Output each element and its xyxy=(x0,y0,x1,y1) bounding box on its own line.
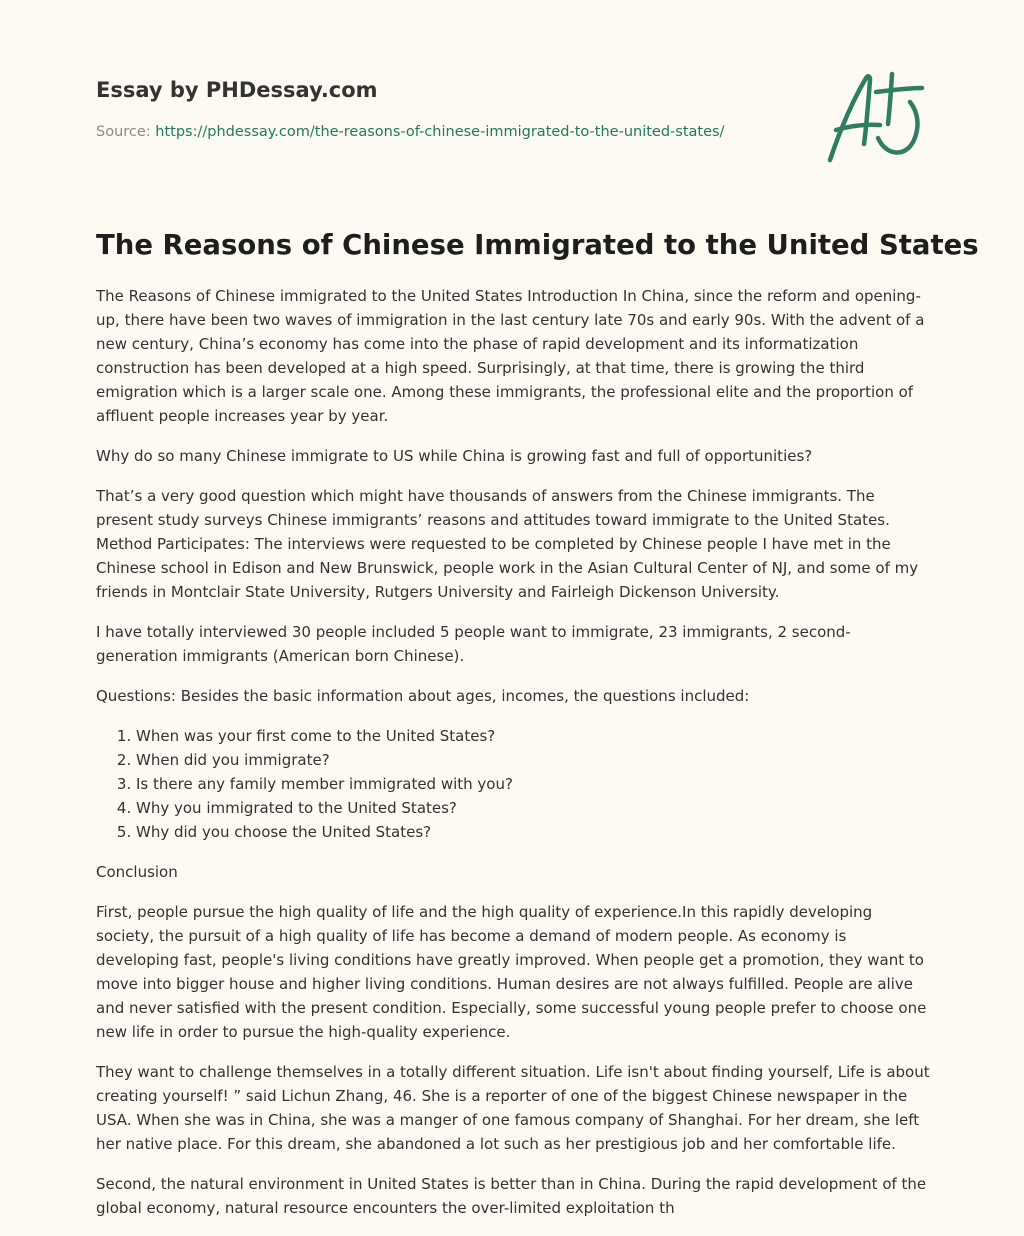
section-heading-conclusion: Conclusion xyxy=(96,863,178,881)
list-item: 3. Is there any family member immigrated with you? xyxy=(136,772,932,796)
source-link[interactable]: https://phdessay.com/the-reasons-of-chinese-immigrated-to-the-united-states/ xyxy=(155,124,725,140)
list-item: 4. Why you immigrated to the United States? xyxy=(136,796,932,820)
essay-header xyxy=(96,76,796,142)
paragraph-question: Why do so many Chinese immigrate to US while China is growing fast and full of opportunities? xyxy=(96,447,813,465)
source-label: Source: xyxy=(96,124,156,140)
list-item: 1. When was your first come to the United States? xyxy=(136,724,932,748)
paragraph-quote: They want to challenge themselves in a totally different situation. Life isn't about finding yourself, Life is about creating yourself! ” said Lichun Zhang, 46. She is a reporter of one of the biggest Chinese newspaper in the USA. When she was in China, she was a manger of one famous company of Shanghai. For her dream, she left her native place. For this dream, she abandoned a lot such as her prestigious job and her comfortable life. xyxy=(96,1063,930,1153)
a-plus-grade-icon xyxy=(822,68,932,168)
essay-title: The Reasons of Chinese Immigrated to the United States xyxy=(96,229,979,261)
list-item: 2. When did you immigrate? xyxy=(136,748,932,772)
paragraph-conclusion-second: Second, the natural environment in United States is better than in China. During the rapid development of the global economy, natural resource encounters the over-limited exploitation th xyxy=(96,1175,927,1217)
essay-body xyxy=(96,284,932,1236)
paragraph-interview-count: I have totally interviewed 30 people included 5 people want to immigrate, 23 immigrants, 2 second-generation immigrants (American born Chinese). xyxy=(96,623,851,665)
list-item: 5. Why did you choose the United States? xyxy=(136,820,932,844)
brand-name: Essay by PHDessay.com xyxy=(96,78,378,102)
paragraph-questions-intro: Questions: Besides the basic information about ages, incomes, the questions included: xyxy=(96,687,750,705)
source-line xyxy=(96,122,796,142)
paragraph-introduction: The Reasons of Chinese immigrated to the United States Introduction In China, since the reform and opening-up, there have been two waves of immigration in the last century late 70s and early 90s. With the advent of a new century, China’s economy has come into the phase of rapid development and its informatization construction has been developed at a high speed. Surprisingly, at that time, there is growing the third emigration which is a larger scale one. Among these immigrants, the professional elite and the proportion of affluent people increases year by year. xyxy=(96,287,925,425)
paragraph-conclusion-first: First, people pursue the high quality of life and the high quality of experience.In this rapidly developing society, the pursuit of a high quality of life has become a demand of modern people. As economy is developing fast, people's living conditions have greatly improved. When people get a promotion, they want to move into bigger house and higher living conditions. Human desires are not always fulfilled. People are alive and never satisfied with the present condition. Especially, some successful young people prefer to choose one new life in order to pursue the high-quality experience. xyxy=(96,903,927,1041)
paragraph-method: That’s a very good question which might have thousands of answers from the Chinese immigrants. The present study surveys Chinese immigrants’ reasons and attitudes toward immigrate to the United States. Method Participates: The interviews were requested to be completed by Chinese people I have met in the Chinese school in Edison and New Brunswick, people work in the Asian Cultural Center of NJ, and some of my friends in Montclair State University, Rutgers University and Fairleigh Dickenson University. xyxy=(96,487,919,601)
questions-list xyxy=(96,724,932,844)
